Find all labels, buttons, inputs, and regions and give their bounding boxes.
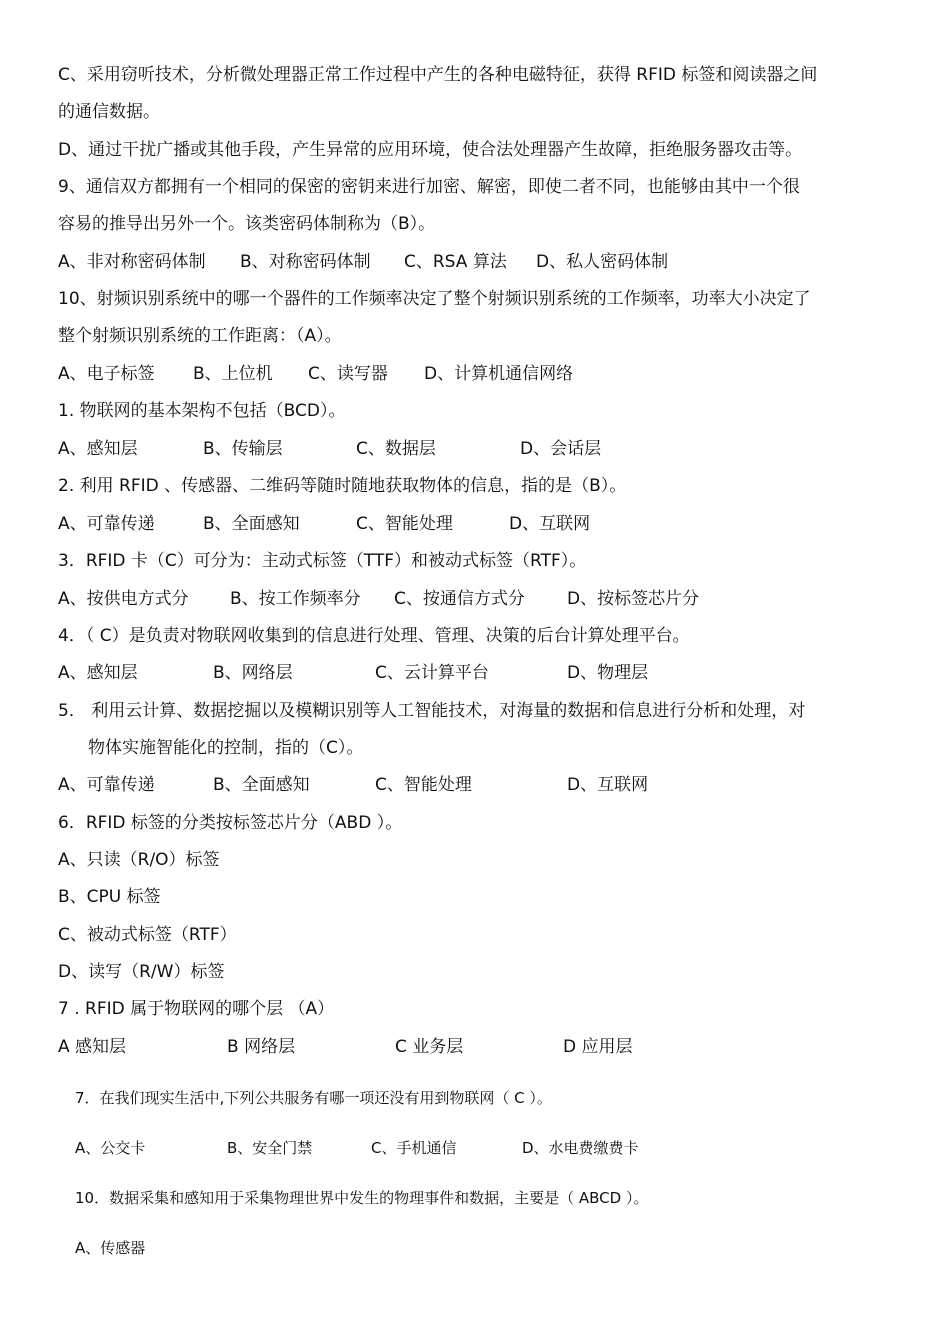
option-a: A、按供电方式分 [58, 589, 189, 609]
option-c: C 业务层 [395, 1037, 464, 1057]
options-q1 [58, 438, 898, 460]
question-10b: 10．数据采集和感知用于采集物理世界中发生的物理事件和数据，主要是（ ABCD ）。 [75, 1189, 649, 1207]
option-a: A、可靠传递 [58, 514, 155, 534]
option-c: C、云计算平台 [375, 663, 489, 683]
option-d: D、按标签芯片分 [567, 589, 700, 609]
option-d: D、计算机通信网络 [424, 364, 574, 384]
question-10: 10、射频识别系统中的哪一个器件的工作频率决定了整个射频识别系统的工作频率，功率大小决定了 [58, 289, 811, 309]
option-a: A、感知层 [58, 439, 138, 459]
option-a: A、电子标签 [58, 364, 155, 384]
option-c: C、按通信方式分 [394, 589, 525, 609]
text-line: 物体实施智能化的控制，指的（C）。 [88, 738, 364, 758]
question-1: 1. 物联网的基本架构不包括（BCD）。 [58, 401, 346, 421]
question-7: 7 . RFID 属于物联网的哪个层 （A） [58, 999, 335, 1019]
options-q10 [58, 363, 898, 385]
options-q9 [58, 251, 898, 273]
question-3: 3．RFID 卡（C）可分为：主动式标签（TTF）和被动式标签（RTF）。 [58, 551, 587, 571]
text-line: C、采用窃听技术，分析微处理器正常工作过程中产生的各种电磁特征，获得 RFID 标签和阅读器之间 [58, 65, 818, 85]
text-line: 容易的推导出另外一个。该类密码体制称为（B）。 [58, 214, 436, 234]
option-d: D、物理层 [567, 663, 649, 683]
option-d: D 应用层 [563, 1037, 633, 1057]
options-q7b [75, 1138, 895, 1158]
question-5: 5． 利用云计算、数据挖掘以及模糊识别等人工智能技术，对海量的数据和信息进行分析和处理，对 [58, 701, 806, 721]
text-line: 的通信数据。 [58, 102, 160, 122]
option-c: C、RSA 算法 [404, 252, 507, 272]
question-4: 4．（ C）是负责对物联网收集到的信息进行处理、管理、决策的后台计算处理平台。 [58, 626, 690, 646]
option-a: A、只读（R/O）标签 [58, 850, 220, 870]
option-b: B、按工作频率分 [230, 589, 361, 609]
option-d: D、读写（R/W）标签 [58, 962, 225, 982]
option-a: A、传感器 [75, 1239, 146, 1257]
options-q7 [58, 1036, 898, 1058]
option-c: C、智能处理 [356, 514, 453, 534]
option-c: C、数据层 [356, 439, 436, 459]
question-2: 2. 利用 RFID 、传感器、二维码等随时随地获取物体的信息，指的是（B）。 [58, 476, 627, 496]
option-c: C、读写器 [308, 364, 388, 384]
option-c: C、智能处理 [375, 775, 472, 795]
option-d: D、互联网 [509, 514, 591, 534]
option-a: A、公交卡 [75, 1139, 146, 1157]
text-line: 整个射频识别系统的工作距离：（A）。 [58, 326, 342, 346]
options-q4 [58, 662, 898, 684]
text-line: D、通过干扰广播或其他手段，产生异常的应用环境，使合法处理器产生故障，拒绝服务器攻击等。 [58, 140, 803, 160]
options-q5 [58, 774, 898, 796]
option-b: B、对称密码体制 [240, 252, 371, 272]
option-d: D、私人密码体制 [536, 252, 669, 272]
option-d: D、水电费缴费卡 [522, 1139, 639, 1157]
option-b: B、CPU 标签 [58, 887, 161, 907]
options-q3 [58, 588, 898, 610]
option-c: C、手机通信 [371, 1139, 457, 1157]
question-7b: 7．在我们现实生活中,下列公共服务有哪一项还没有用到物联网（ C ）。 [75, 1089, 552, 1107]
option-b: B、网络层 [213, 663, 293, 683]
option-d: D、会话层 [520, 439, 602, 459]
option-a: A、可靠传递 [58, 775, 155, 795]
option-c: C、被动式标签（RTF） [58, 925, 237, 945]
options-q2 [58, 513, 898, 535]
option-b: B、上位机 [193, 364, 273, 384]
option-a: A、感知层 [58, 663, 138, 683]
option-b: B、全面感知 [203, 514, 300, 534]
option-d: D、互联网 [567, 775, 649, 795]
question-6: 6．RFID 标签的分类按标签芯片分（ABD ）。 [58, 813, 403, 833]
option-b: B、全面感知 [213, 775, 310, 795]
question-9: 9、通信双方都拥有一个相同的保密的密钥来进行加密、解密，即使二者不同，也能够由其中一个很 [58, 177, 800, 197]
option-a: A 感知层 [58, 1037, 127, 1057]
option-b: B 网络层 [227, 1037, 296, 1057]
option-a: A、非对称密码体制 [58, 252, 206, 272]
option-b: B、安全门禁 [227, 1139, 313, 1157]
option-b: B、传输层 [203, 439, 283, 459]
